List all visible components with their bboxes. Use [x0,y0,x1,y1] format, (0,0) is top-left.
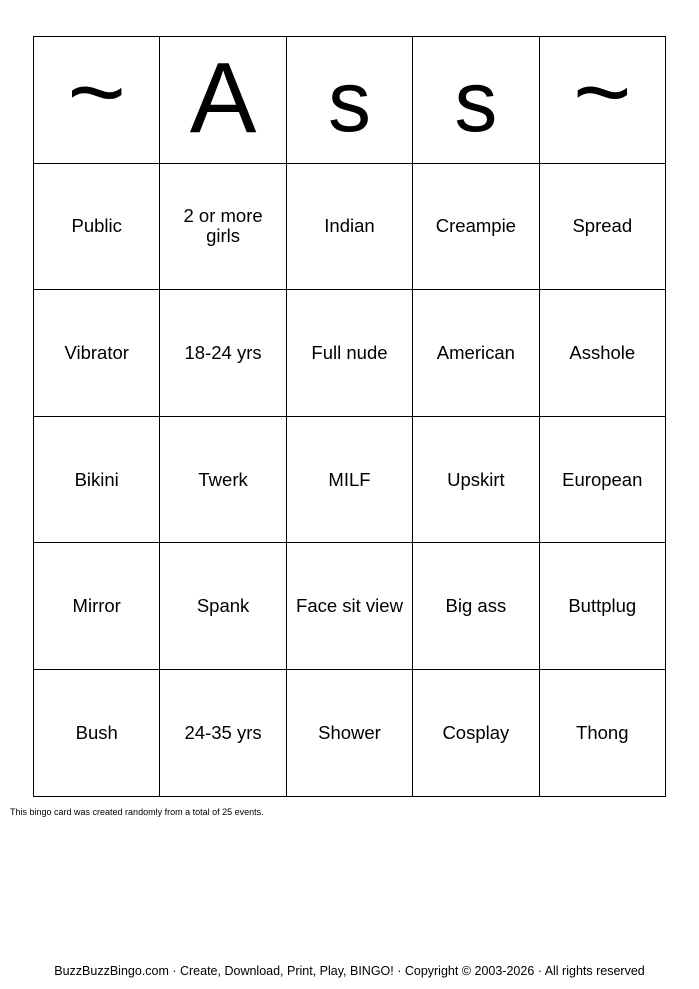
card-cell: Thong [539,669,665,796]
card-cell: Cosplay [413,669,539,796]
card-row-4 [34,543,666,670]
bingo-card [33,36,666,797]
card-cell: MILF [286,416,412,543]
header-cell-1 [34,37,160,164]
card-note: This bingo card was created randomly from a total of 25 events. [10,807,264,817]
card-cell: Vibrator [34,290,160,417]
card-cell: 24-35 yrs [160,669,286,796]
card-row-3 [34,416,666,543]
card-row-2 [34,290,666,417]
header-letter: s [327,54,371,151]
card-cell: Shower [286,669,412,796]
header-cell-3 [286,37,412,164]
card-cell: 18-24 yrs [160,290,286,417]
card-row-1 [34,163,666,290]
header-letter: ~ [67,35,126,148]
header-cell-5 [539,37,665,164]
card-cell: Twerk [160,416,286,543]
card-cell: Spread [539,163,665,290]
card-cell: Creampie [413,163,539,290]
card-cell: American [413,290,539,417]
header-cell-2 [160,37,286,164]
card-cell: Public [34,163,160,290]
card-cell: Buttplug [539,543,665,670]
card-cell: Upskirt [413,416,539,543]
header-letter: A [189,41,257,154]
header-cell-4 [413,37,539,164]
card-cell: Big ass [413,543,539,670]
footer-copyright: BuzzBuzzBingo.com · Create, Download, Print, Play, BINGO! · Copyright © 2003-2026 · All rights reserved [54,964,645,978]
header-row [34,37,666,164]
card-cell: Bikini [34,416,160,543]
card-row-5 [34,669,666,796]
card-cell: 2 or more girls [160,163,286,290]
card-cell: Full nude [286,290,412,417]
card-cell: Face sit view [286,543,412,670]
card-cell: Indian [286,163,412,290]
card-cell: Asshole [539,290,665,417]
header-letter: ~ [573,35,632,148]
card-cell: European [539,416,665,543]
card-cell: Bush [34,669,160,796]
header-letter: s [454,54,498,151]
card-cell: Mirror [34,543,160,670]
card-cell: Spank [160,543,286,670]
